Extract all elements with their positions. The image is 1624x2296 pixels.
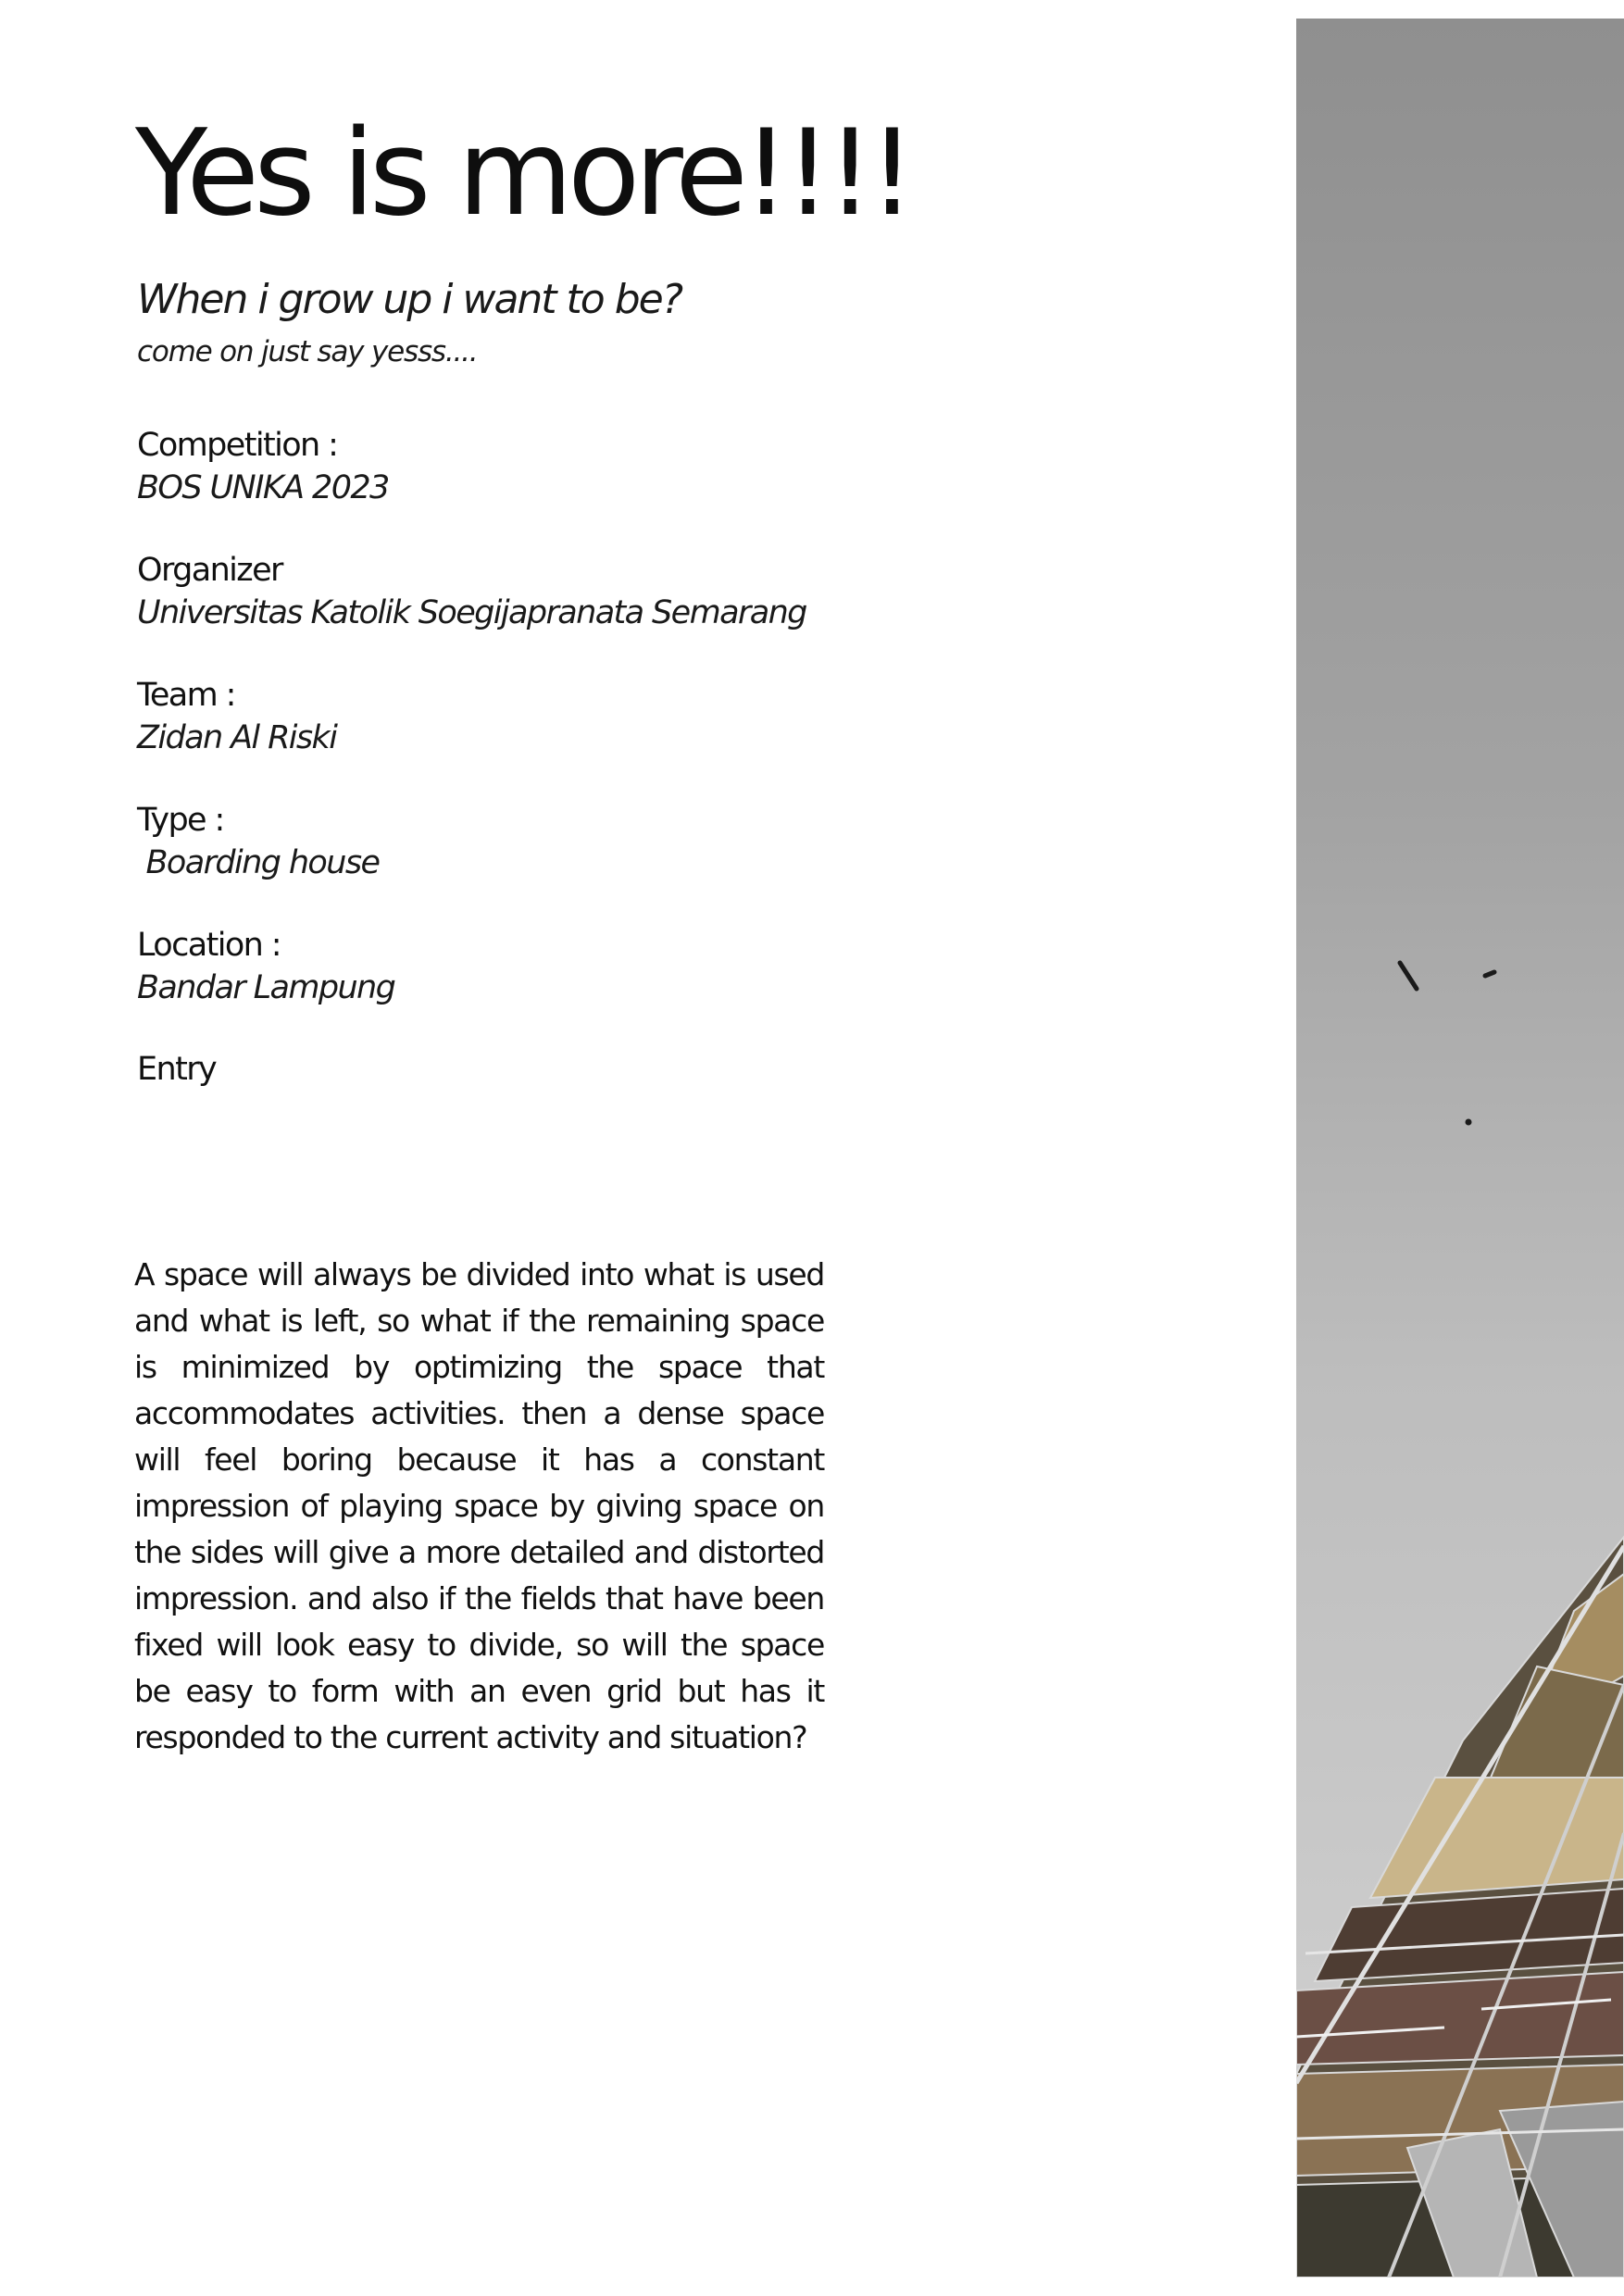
- competition-block: [137, 424, 389, 509]
- competition-label: Competition :: [137, 427, 338, 464]
- team-value: Zidan Al Riski: [137, 719, 337, 756]
- location-value: Bandar Lampung: [137, 969, 395, 1006]
- location-label: Location :: [137, 927, 281, 964]
- location-block: [137, 924, 394, 1009]
- organizer-block: [137, 549, 806, 634]
- page-title: Yes is more!!!!: [135, 105, 911, 243]
- building-photo: [1296, 19, 1624, 2277]
- page-subtitle: When i grow up i want to be?: [137, 276, 682, 323]
- page-tagline: come on just say yesss....: [137, 335, 478, 368]
- building-facade: [1296, 1537, 1624, 2277]
- organizer-label: Organizer: [137, 552, 282, 589]
- description-paragraph: A space will always be divided into what is used and what is left, so what if the remaining space is minimized by optimizing the space that accommodates activities. then a dense space will feel boring because it has a constant impression of playing space by giving space on the sides will give a more detailed and distorted impression. and also if the fields that have been fixed will look easy to divide, so will the space be easy to form with an even grid but has it responded to the current activity and situation?: [134, 1256, 824, 1755]
- type-block: [137, 799, 379, 884]
- team-block: [137, 674, 336, 759]
- type-label: Type :: [137, 802, 224, 839]
- team-label: Team :: [137, 677, 235, 714]
- competition-value: BOS UNIKA 2023: [137, 469, 389, 506]
- organizer-value: Universitas Katolik Soegijapranata Semarang: [137, 594, 806, 631]
- building-illustration: [1296, 19, 1624, 2277]
- entry-label: Entry: [137, 1051, 217, 1088]
- type-value: Boarding house: [137, 844, 380, 881]
- birds-icon: [1400, 963, 1494, 1125]
